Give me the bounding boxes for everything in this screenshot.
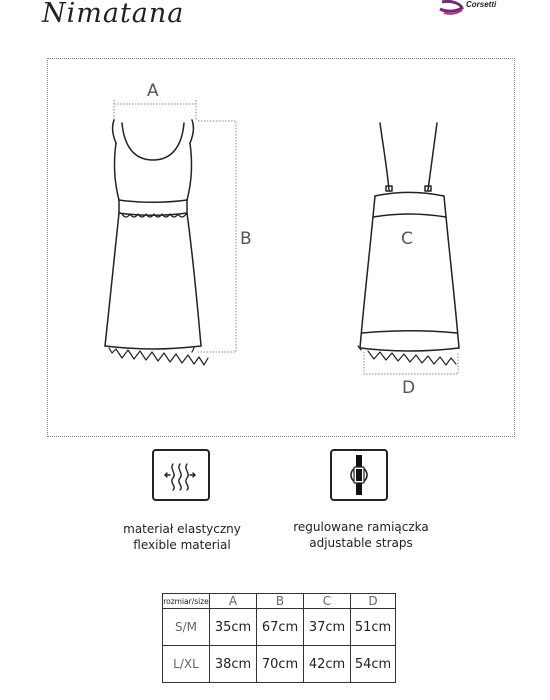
table-cell: 35cm	[210, 609, 257, 646]
front-lace-hem	[116, 349, 208, 365]
label-c: C	[401, 229, 413, 249]
adjustable-strap-icon	[330, 449, 388, 501]
front-view-garment	[105, 120, 201, 349]
size-table	[162, 593, 396, 683]
table-row	[163, 609, 396, 646]
size-table-header	[163, 594, 396, 609]
column-header-b: B	[257, 594, 304, 609]
table-cell: 67cm	[257, 609, 304, 646]
size-label: S/M	[163, 609, 210, 646]
feature-straps-en: adjustable straps	[309, 536, 413, 550]
table-row	[163, 646, 396, 683]
column-header-a: A	[210, 594, 257, 609]
table-cell: 38cm	[210, 646, 257, 683]
table-cell: 70cm	[257, 646, 304, 683]
size-label: L/XL	[163, 646, 210, 683]
brand-name: Corsetti	[466, 0, 497, 9]
feature-flexible-en: flexible material	[133, 538, 231, 552]
column-header-d: D	[351, 594, 396, 609]
size-corner-label: rozmiar/size	[163, 594, 210, 609]
table-cell: 37cm	[304, 609, 351, 646]
stretch-waves-icon	[152, 449, 210, 501]
label-b: B	[240, 229, 252, 249]
feature-adjustable-straps	[272, 519, 450, 551]
label-d: D	[402, 378, 416, 398]
table-cell: 51cm	[351, 609, 396, 646]
column-header-c: C	[304, 594, 351, 609]
feature-straps-pl: regulowane ramiączka	[293, 520, 429, 534]
table-cell: 42cm	[304, 646, 351, 683]
product-name: Nimatana	[42, 0, 185, 29]
feature-flexible-material	[102, 521, 262, 553]
back-lace-hem	[368, 351, 456, 365]
feature-flexible-pl: materiał elastyczny	[123, 522, 241, 536]
table-cell: 54cm	[351, 646, 396, 683]
dim-line-b	[198, 121, 236, 352]
label-a: A	[147, 81, 159, 101]
